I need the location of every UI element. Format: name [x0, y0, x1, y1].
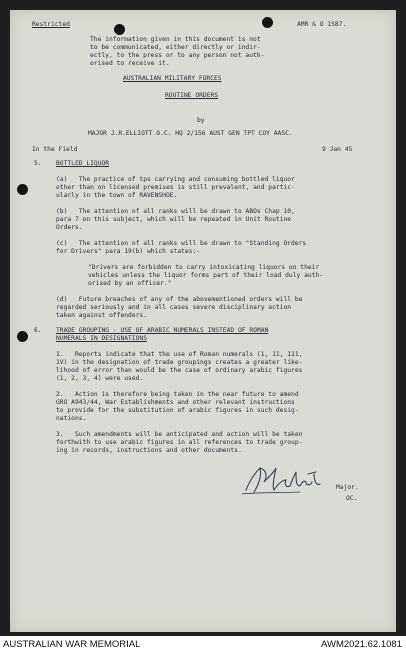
paragraph-line: (c) The attention of all ranks will be drawn to "Standing Orders: [56, 240, 307, 247]
quoted-order-line: "Drivers are forbidden to carry intoxicating liquors on their: [88, 264, 320, 271]
punch-hole-lower: [17, 331, 28, 342]
punch-hole-top-left: [114, 24, 125, 35]
paragraph-line: taken against offenders.: [56, 312, 147, 319]
paragraph-line: (a) The practice of tps carrying and consuming bottled liquor: [56, 176, 295, 183]
archive-caption-left: AUSTRALIAN WAR MEMORIAL: [3, 639, 141, 650]
paragraph-line: 2. Action is therefore being taken in the near future to amend: [56, 391, 299, 398]
organisation-title: AUSTRALIAN MILITARY FORCES: [123, 75, 222, 82]
quoted-order-line: vehicles unless the liquor forms part of their load duly auth-: [88, 272, 324, 279]
place-label: In the Field: [32, 146, 78, 153]
security-notice-line: The information given in this document is not: [90, 36, 261, 43]
security-notice-line: to be communicated, either directly or indir-: [90, 44, 261, 51]
by-label: by: [197, 117, 205, 124]
paragraph-line: GRO A943/44, War Establishments and other relevant instructions: [56, 399, 295, 406]
paragraph-line: lihood of error than would be the case of ordinary arabic figures: [56, 367, 303, 374]
issuing-officer: MAJOR J.R.ELLIOTT O.C. HQ 2/156 AUST GEN TPT COY AASC.: [88, 130, 293, 137]
paragraph-line: for Drivers" para 19(b) which states:-: [56, 248, 201, 255]
paragraph-line: ularly in the town of RAVENSHOE.: [56, 192, 178, 199]
security-notice-line: orised to receive it.: [90, 60, 170, 67]
order-date: 9 Jan 45: [322, 146, 353, 153]
archive-caption-right: AWM2021.62.1081: [321, 639, 402, 650]
security-notice-line: ectly, to the press or to any person not auth-: [90, 52, 265, 59]
punch-hole-mid: [17, 184, 28, 195]
restricted-label: Restricted: [32, 21, 70, 28]
section-title-continued: NUMERALS IN DESIGNATIONS: [56, 335, 147, 342]
paragraph-line: 3. Such amendments will be anticipated and action will be taken: [56, 431, 303, 438]
document-page: [10, 10, 396, 632]
section-number: 5.: [34, 160, 42, 167]
paragraph-line: nations.: [56, 415, 87, 422]
paragraph-line: 1V) in the designation of trade groupings creates a greater like-: [56, 359, 303, 366]
section-number: 6.: [34, 327, 42, 334]
handwritten-signature: [240, 462, 332, 498]
signatory-title: OC.: [346, 495, 358, 502]
paragraph-line: forthwith to use arabic figures in all references to trade group-: [56, 439, 303, 446]
paragraph-line: other than on licensed premises is still prevalent, and partic-: [56, 184, 295, 191]
paragraph-line: 1. Reports indicate that the use of Roman numerals (1, 11, 111,: [56, 351, 303, 358]
paragraph-line: ing in records, instructions and other documents.: [56, 447, 242, 454]
paragraph-line: (d) Future breaches of any of the abovementioned orders will be: [56, 296, 303, 303]
paragraph-line: para 7 on this subject, which will be repeated in Unit Routine: [56, 216, 292, 223]
punch-hole-top-right: [262, 17, 273, 28]
document-reference: AMR & O 1587.: [297, 21, 347, 28]
paragraph-line: regarded seriously and in all cases severe disciplinary action: [56, 304, 292, 311]
paragraph-line: (1, 2, 3, 4) were used.: [56, 375, 144, 382]
section-title: BOTTLED LIQUOR: [56, 160, 110, 167]
paragraph-line: (b) The attention of all ranks will be drawn to ABOs Chap 10,: [56, 208, 295, 215]
signatory-rank: Major.: [336, 484, 359, 491]
paragraph-line: Orders.: [56, 224, 83, 231]
quoted-order-line: orised by an officer.": [88, 280, 172, 287]
orders-heading: ROUTINE ORDERS: [165, 92, 219, 99]
paragraph-line: to provide for the substitution of arabic figures in such desig-: [56, 407, 299, 414]
section-title: TRADE GROUPING - USE OF ARABIC NUMERALS INSTEAD OF ROMAN: [56, 327, 269, 334]
